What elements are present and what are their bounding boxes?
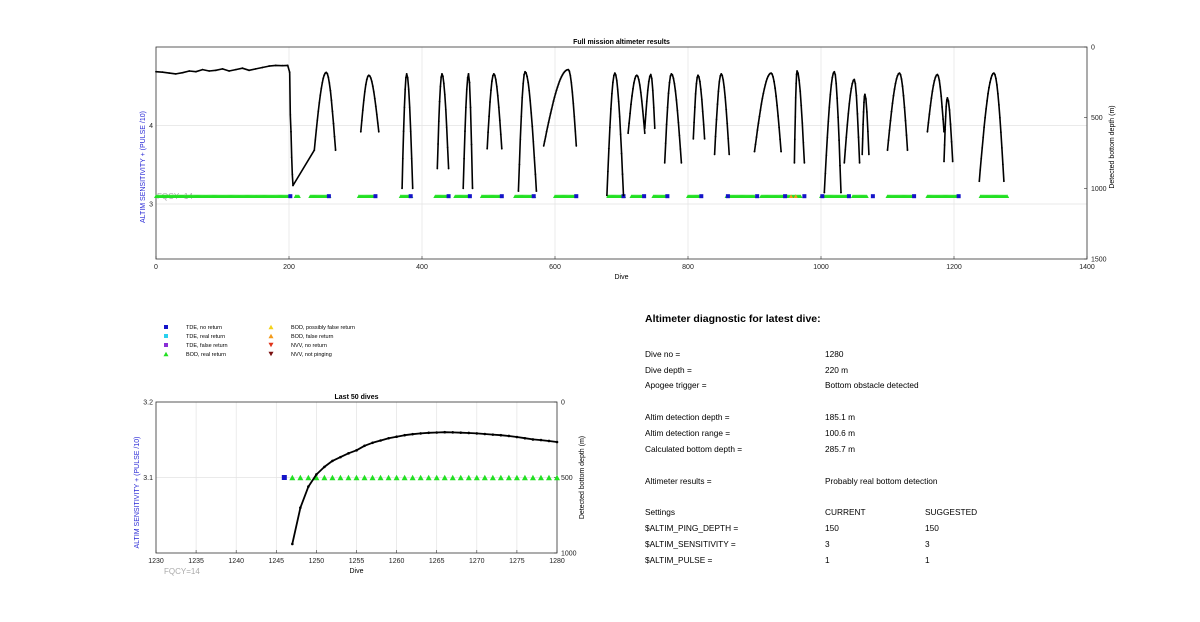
diag-label-apogee-trigger: Apogee trigger = [645, 380, 707, 390]
chart1-y-right-tick-label: 1500 [1091, 256, 1107, 264]
chart1-y-left-label: ALTIM SENSITIVITY + (PULSE /10) [140, 111, 147, 223]
chart2-depth-point [435, 431, 438, 434]
chart2-depth-point [339, 456, 342, 459]
chart2-depth-point [379, 439, 382, 442]
setting-label-ping-depth: $ALTIM_PING_DEPTH = [645, 523, 739, 533]
legend-label: TDE, real return [186, 334, 226, 340]
legend-label: BOD, false return [291, 334, 334, 340]
chart2-depth-point [476, 432, 479, 435]
legend-label: BOD, possibly false return [291, 325, 355, 331]
chart2-depth-point [419, 432, 422, 435]
chart2-y-left-label: ALTIM SENSITIVITY + (PULSE /10) [134, 436, 141, 549]
diag-value-dive-no: 1280 [825, 349, 844, 359]
chart2-depth-point [387, 437, 390, 440]
setting-current-ping-depth: 150 [825, 523, 839, 533]
chart2-depth-point [355, 449, 358, 452]
chart2-title: Last 50 dives [334, 394, 379, 401]
setting-current-pulse: 1 [825, 555, 830, 565]
chart2-depth-point [395, 435, 398, 438]
chart2-y-right-label: Detected bottom depth (m) [579, 435, 586, 520]
chart1-x-tick-label: 1000 [813, 264, 829, 271]
chart2-depth-point [315, 473, 318, 476]
setting-suggested-ping-depth: 150 [925, 523, 939, 533]
chart2-depth-point [331, 460, 334, 463]
chart2-depth-point [403, 434, 406, 437]
legend-label: BOD, real return [186, 352, 227, 358]
diag-value-altimeter-results: Probably real bottom detection [825, 476, 938, 486]
diag-value-dive-depth: 220 m [825, 365, 849, 375]
chart2-depth-point [363, 444, 366, 447]
settings-current-header: CURRENT [825, 507, 866, 517]
legend-label: TDE, no return [186, 325, 223, 331]
chart2-x-tick-label: 1265 [428, 558, 445, 565]
legend-label: TDE, false return [186, 343, 228, 349]
diag-value-apogee-trigger: Bottom obstacle detected [825, 380, 919, 390]
chart2-x-tick-label: 1235 [188, 558, 204, 565]
chart1-x-tick-label: 200 [283, 264, 295, 271]
chart1-x-tick-label: 600 [549, 264, 561, 271]
chart2-y-left-tick-label: 3.1 [143, 475, 153, 482]
legend-label: NVV, no return [291, 343, 327, 349]
chart2-depth-point [443, 431, 446, 434]
chart2-depth-point [492, 433, 495, 436]
diag-label-bottom-depth: Calculated bottom depth = [645, 444, 743, 454]
diag-label-detection-range: Altim detection range = [645, 428, 731, 438]
chart2-y-right-tick-label: 1000 [561, 550, 577, 558]
chart2-depth-point [508, 435, 511, 438]
chart2-x-axis-label: Dive [349, 568, 364, 575]
chart1-y-right-label: Detected bottom depth (m) [1109, 105, 1116, 189]
chart2-depth-point [411, 433, 414, 436]
chart2-depth-point [500, 434, 503, 437]
chart1-y-right-tick-label: 500 [1091, 115, 1103, 123]
chart2-depth-point [484, 433, 487, 436]
chart2-depth-point [371, 441, 374, 444]
chart1-x-tick-label: 800 [682, 264, 694, 271]
diagnostic-title: Altimeter diagnostic for latest dive: [645, 313, 821, 325]
diag-value-detection-depth: 185.1 m [825, 412, 855, 422]
tde-no-return-marker [282, 475, 287, 480]
chart2-depth-point [548, 440, 551, 443]
diag-value-bottom-depth: 285.7 m [825, 444, 855, 454]
chart2-depth-point [347, 452, 350, 455]
chart2-depth-point [524, 437, 527, 440]
chart2-fqcy-annotation: FQCY=14 [164, 567, 200, 576]
settings-suggested-header: SUGGESTED [925, 507, 978, 517]
chart1-x-axis-label: Dive [614, 274, 629, 281]
chart2-depth-point [291, 543, 294, 546]
chart2-depth-point [427, 432, 430, 435]
diag-label-dive-depth: Dive depth = [645, 365, 692, 375]
chart2-depth-point [307, 485, 310, 488]
setting-current-sensitivity: 3 [825, 539, 830, 549]
chart2-y-right-tick-label: 0 [561, 399, 565, 407]
chart2-depth-point [467, 432, 470, 435]
diag-label-altimeter-results: Altimeter results = [645, 476, 712, 486]
chart2-depth-point [299, 506, 302, 509]
chart1-y-left-tick-label: 4 [149, 123, 153, 131]
diag-label-dive-no: Dive no = [645, 349, 681, 359]
chart2-x-tick-label: 1250 [308, 558, 325, 565]
chart2-depth-point [459, 431, 462, 434]
chart2-x-tick-label: 1245 [268, 558, 285, 565]
legend-label: NVV, not pinging [291, 352, 332, 358]
chart2-depth-point [540, 439, 543, 442]
settings-label: Settings [645, 507, 675, 517]
chart1-x-tick-label: 1200 [946, 264, 962, 271]
chart1-y-left-tick-label: 3 [149, 201, 153, 209]
chart1-title: Full mission altimeter results [573, 39, 670, 46]
chart1-x-tick-label: 0 [154, 264, 158, 271]
chart2-depth-point [532, 438, 535, 441]
chart2-depth-point [323, 466, 326, 469]
chart2-x-tick-label: 1260 [388, 558, 405, 565]
chart2-depth-point [451, 431, 454, 434]
chart2-x-tick-label: 1230 [148, 558, 164, 565]
chart1-x-tick-label: 1400 [1079, 264, 1095, 271]
chart2-y-right-tick-label: 500 [561, 475, 573, 482]
setting-label-sensitivity: $ALTIM_SENSITIVITY = [645, 539, 736, 549]
chart2-y-left-tick-label: 3.2 [143, 399, 153, 407]
diag-value-detection-range: 100.6 m [825, 428, 855, 438]
chart1-x-tick-label: 400 [416, 264, 428, 271]
chart2-x-tick-label: 1270 [469, 558, 485, 565]
chart1-y-right-tick-label: 1000 [1091, 185, 1107, 193]
chart2-depth-point [556, 441, 559, 444]
chart2-x-tick-label: 1255 [348, 558, 365, 565]
setting-suggested-pulse: 1 [925, 555, 930, 565]
chart1-y-right-tick-label: 0 [1091, 44, 1095, 52]
diag-label-detection-depth: Altim detection depth = [645, 412, 730, 422]
chart2-x-tick-label: 1240 [228, 558, 244, 565]
setting-suggested-sensitivity: 3 [925, 539, 930, 549]
chart2-x-tick-label: 1275 [509, 558, 525, 565]
chart2-x-tick-label: 1280 [549, 558, 565, 565]
setting-label-pulse: $ALTIM_PULSE = [645, 555, 713, 565]
chart2-depth-point [516, 436, 519, 439]
